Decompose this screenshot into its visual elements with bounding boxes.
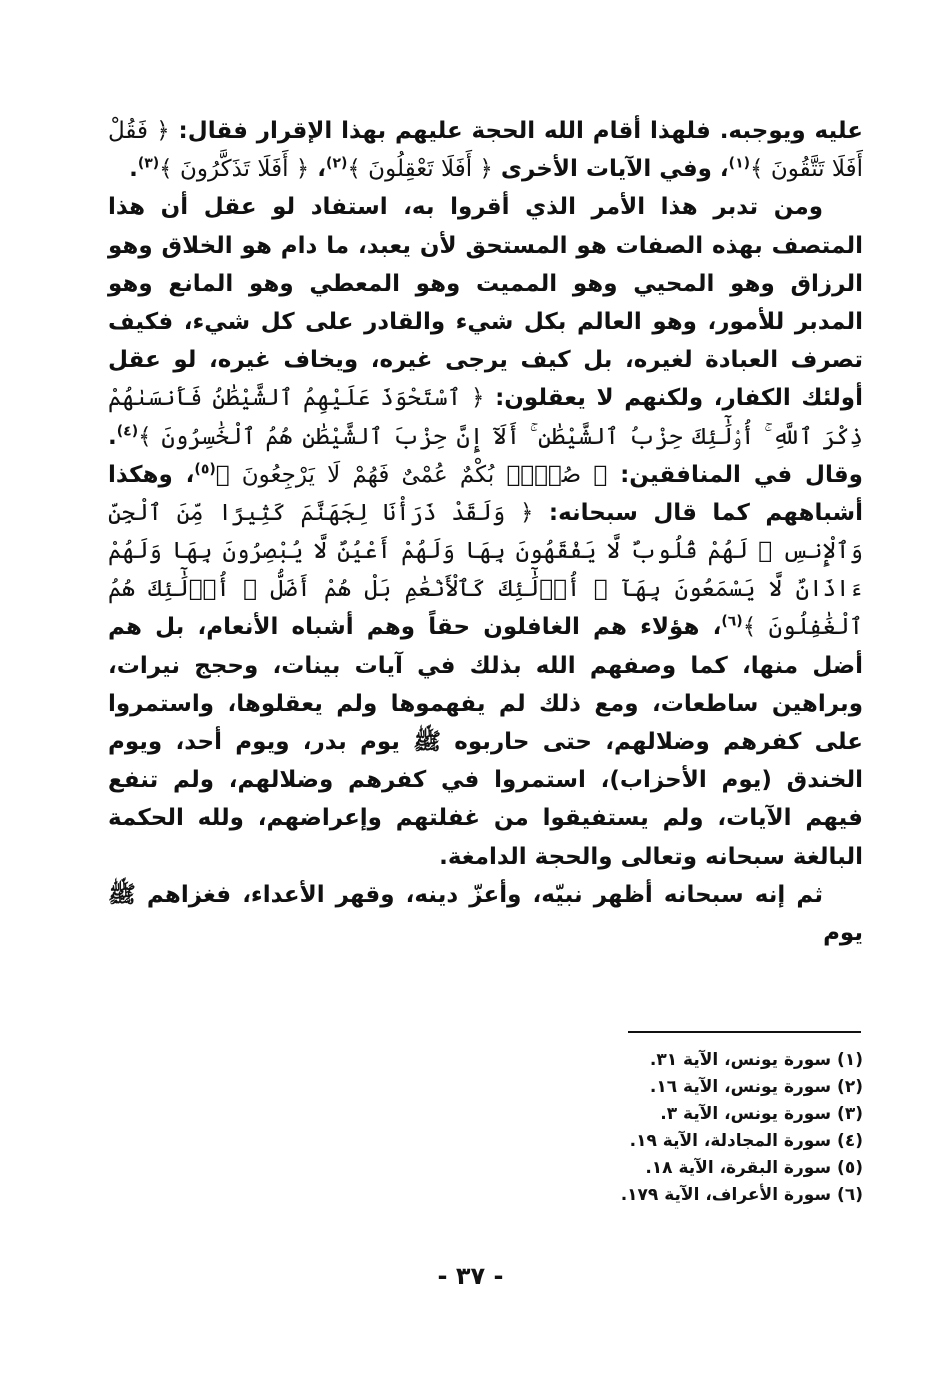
text-run: ومن تدبر هذا الأمر الذي أقروا به، استفاد لو عقل أن هذا المتصف بهذه الصفات هو المستحق لأن يعبد، ما دام هو الخلاق وهو الرزاق وهو المحيي وهو المميت وهو المعطي وهو المانع وهو المدبر للأمور، وهو العالم بكل شيء والقادر على كل شيء، فكيف تصرف العبادة لغيره، بل كيف يرجى غيره، ويخاف غيره، لو عقل أولئك الكفار، ولكنهم لا يعقلون: — [108, 194, 863, 412]
quran-verse: ﴿ وَلَقَدْ ذَرَأْنَا لِجَهَنَّمَ كَثِيرًا مِّنَ ٱلْجِنِّ وَٱلْإِنسِ ۖ لَهُمْ قُلُوبٌ لَّا يَفْقَهُونَ بِهَا وَلَهُمْ أَعْيُنٌ لَّا يُبْصِرُونَ بِهَا وَلَهُمْ ءَاذَانٌ لَّا يَسْمَعُونَ بِهَآ ۚ أُو۟لَٰٓئِكَ كَٱلْأَنْعَٰمِ بَلْ هُمْ أَضَلُّ ۚ أُو۟لَٰٓئِكَ هُمُ ٱلْغَٰفِلُونَ ﴾ — [108, 499, 863, 641]
quran-verse: ﴿ أَفَلَا تَعْقِلُونَ ﴾ — [347, 156, 493, 183]
quran-verse: ﴿ أَفَلَا تَذَكَّرُونَ ﴾ — [159, 156, 310, 183]
paragraph-3: ثم إنه سبحانه أظهر نبيّه، وأعزّ دينه، وقهر الأعداء، فغزاهم ﷺ يوم — [108, 881, 863, 946]
footnote-ref: (٦) — [721, 613, 743, 630]
footnote-ref: (٣) — [137, 155, 160, 172]
text-run: ، وهكذا أشباههم كما قال سبحانه: — [108, 461, 864, 526]
paragraph-1 — [108, 112, 863, 188]
quran-verse: ﴿ فَقُلْ أَفَلَا تَتَّقُونَ ﴾ — [108, 118, 863, 183]
footnote: (٣) سورة يونس، الآية ٣. — [660, 1104, 863, 1124]
text-run: . وقال في المنافقين: — [108, 423, 863, 488]
footnote-divider — [628, 1031, 861, 1033]
text-run: ، هؤلاء هم الغافلون حقاً وهم أشباه الأنعام، بل هم أضل منها، كما وصفهم الله بذلك في آيات بينات، وحجج نيرات، وبراهين ساطعات، ومع ذلك لم يفهموها ولم يعقلوها، واستمروا على كفرهم وضلالهم، حتى حاربوه ﷺ يوم بدر، ويوم أحد، ويوم الخندق (يوم الأحزاب)، استمروا في كفرهم وضلالهم، ولم تنفع فيهم الآيات، ولم يستفيقوا من غفلتهم وإعراضهم، ولله الحكمة البالغة سبحانه وتعالى والحجة الدامغة. — [108, 614, 863, 870]
footnote-ref: (٥) — [194, 461, 216, 478]
footnote-ref: (١) — [728, 155, 751, 172]
text-run: عليه ويوجبه. فلهذا أقام الله الحجة عليهم بهذا الإقرار فقال: — [169, 118, 863, 144]
text-run: ، وفي الآيات الأخرى — [492, 156, 729, 183]
quran-verse: ﴿ صُمٌّۢ بُكْمٌ عُمْىٌ فَهُمْ لَا يَرْجِعُونَ ﴾ — [215, 461, 608, 488]
footnotes — [463, 1047, 863, 1209]
quran-verse: ﴿ ٱسْتَحْوَذَ عَلَيْهِمُ ٱلشَّيْطَٰنُ فَأَنسَىٰهُمْ ذِكْرَ ٱللَّهِ ۚ أُو۟لَٰٓئِكَ حِزْبُ ٱلشَّيْطَٰنِ ۚ أَلَآ إِنَّ حِزْبَ ٱلشَّيْطَٰنِ هُمُ ٱلْخَٰسِرُونَ ﴾ — [108, 385, 863, 450]
text-run: ، — [309, 156, 327, 183]
footnote: (٦) سورة الأعراف، الآية ١٧٩. — [620, 1185, 863, 1205]
paragraph-2 — [108, 188, 863, 875]
main-text — [108, 112, 863, 952]
footnote: (٢) سورة يونس، الآية ١٦. — [649, 1077, 863, 1097]
footnote: (٥) سورة البقرة، الآية ١٨. — [645, 1158, 863, 1178]
footnote: (١) سورة يونس، الآية ٣١. — [649, 1050, 863, 1070]
text-run: . — [129, 156, 138, 183]
footnote: (٤) سورة المجادلة، الآية ١٩. — [629, 1131, 863, 1151]
page-number: - ٣٧ - — [437, 1262, 504, 1290]
footnote-ref: (٢) — [326, 155, 348, 172]
footnote-ref: (٤) — [116, 422, 139, 439]
